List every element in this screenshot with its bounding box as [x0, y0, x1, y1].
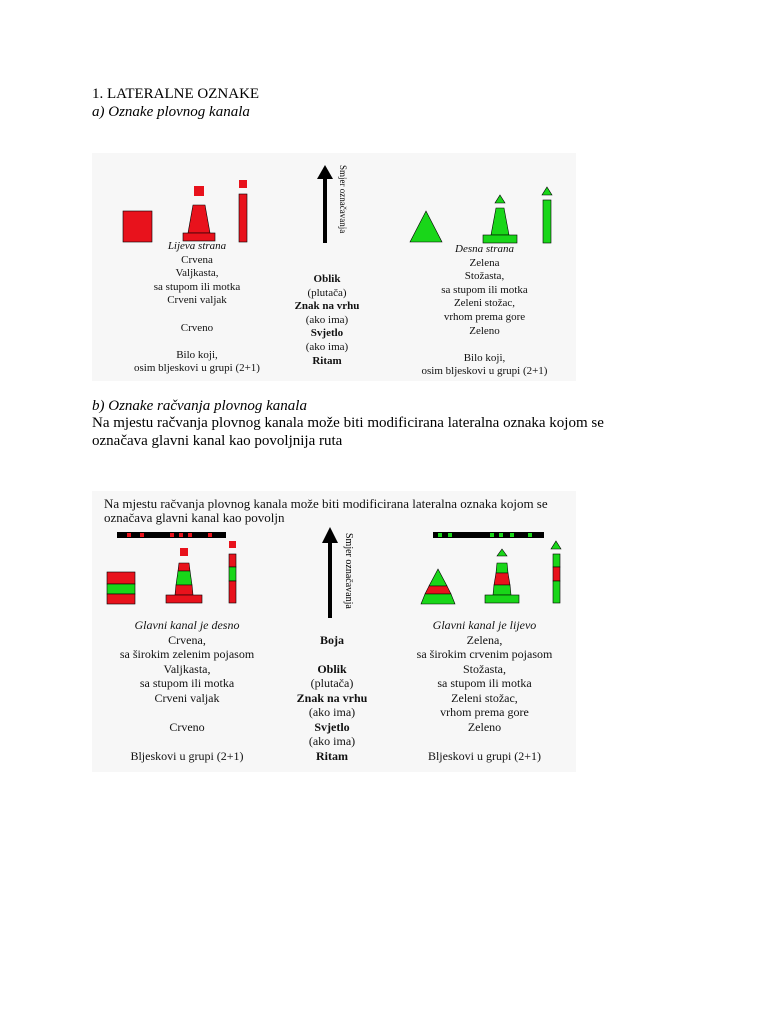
- caption-left-b: Glavni kanal je desno Crvena, sa širokim zelenim pojasom Valjkasta, sa stupom ili motka Crveni valjak Crveno Bljeskovi u grupi (2+1): [119, 618, 255, 763]
- red-can-buoy: [123, 211, 152, 242]
- green-pillar-buoy: [483, 195, 517, 243]
- red-green-pillar-buoy: [166, 548, 202, 603]
- caption-right-a: Desna strana Zelena Stožasta, sa stupom ili motka Zeleni stožac, vrhom prema gore Zeleno Bilo koji, osim bljeskovi u grupi (2+1): [421, 243, 548, 378]
- page-heading: 1. LATERALNE OZNAKE: [92, 86, 260, 102]
- section-b-text-line2: označava glavni kanal kao povoljnija ruta: [92, 433, 343, 449]
- figure-lateral-marks: [92, 153, 576, 381]
- green-conical-buoy: [410, 211, 442, 242]
- section-b-text-line1: Na mjestu račvanja plovnog kanala može biti modificirana lateralna oznaka kojom se: [92, 415, 604, 431]
- green-red-spar-buoy: [551, 541, 561, 603]
- red-green-spar-buoy: [229, 541, 236, 603]
- arrow-label-b: Smjer označavanja: [343, 533, 354, 609]
- caption-middle-a: Oblik (plutača) Znak na vrhu (ako ima) Svjetlo (ako ima) Ritam: [294, 273, 360, 367]
- red-green-can-buoy: [107, 572, 135, 604]
- green-red-pillar-buoy: [485, 549, 519, 603]
- right-light-rhythm-bar: [433, 532, 544, 538]
- figure-b-header: Na mjestu račvanja plovnog kanala može biti modificirana lateralna oznaka kojom se označava glavni kanal kao povoljn: [104, 496, 548, 525]
- caption-left-a: Lijeva strana Crvena Valjkasta, sa stupom ili motka Crveni valjak Crveno Bilo koji, osim bljeskovi u grupi (2+1): [134, 240, 260, 375]
- green-spar-buoy: [542, 187, 552, 243]
- arrow-label-a: Smjer označavanja: [338, 165, 348, 234]
- caption-right-b: Glavni kanal je lijevo Zelena, sa širokim crvenim pojasom Stožasta, sa stupom ili motka Zeleni stožac, vrhom prema gore Zeleno Bljeskovi u grupi (2+1): [416, 618, 553, 763]
- red-spar-buoy: [239, 180, 247, 242]
- section-b-title: b) Oznake račvanja plovnog kanala: [92, 398, 307, 414]
- green-red-conical-buoy: [421, 569, 455, 604]
- direction-arrow-b: [322, 527, 338, 618]
- red-pillar-buoy: [183, 186, 215, 241]
- section-a-title: a) Oznake plovnog kanala: [92, 104, 250, 120]
- figure-bifurcation-marks: [92, 491, 576, 772]
- direction-arrow: [317, 165, 333, 243]
- caption-middle-b: Boja Oblik (plutača) Znak na vrhu (ako ima) Svjetlo (ako ima) Ritam: [296, 632, 368, 763]
- left-light-rhythm-bar: [117, 532, 226, 538]
